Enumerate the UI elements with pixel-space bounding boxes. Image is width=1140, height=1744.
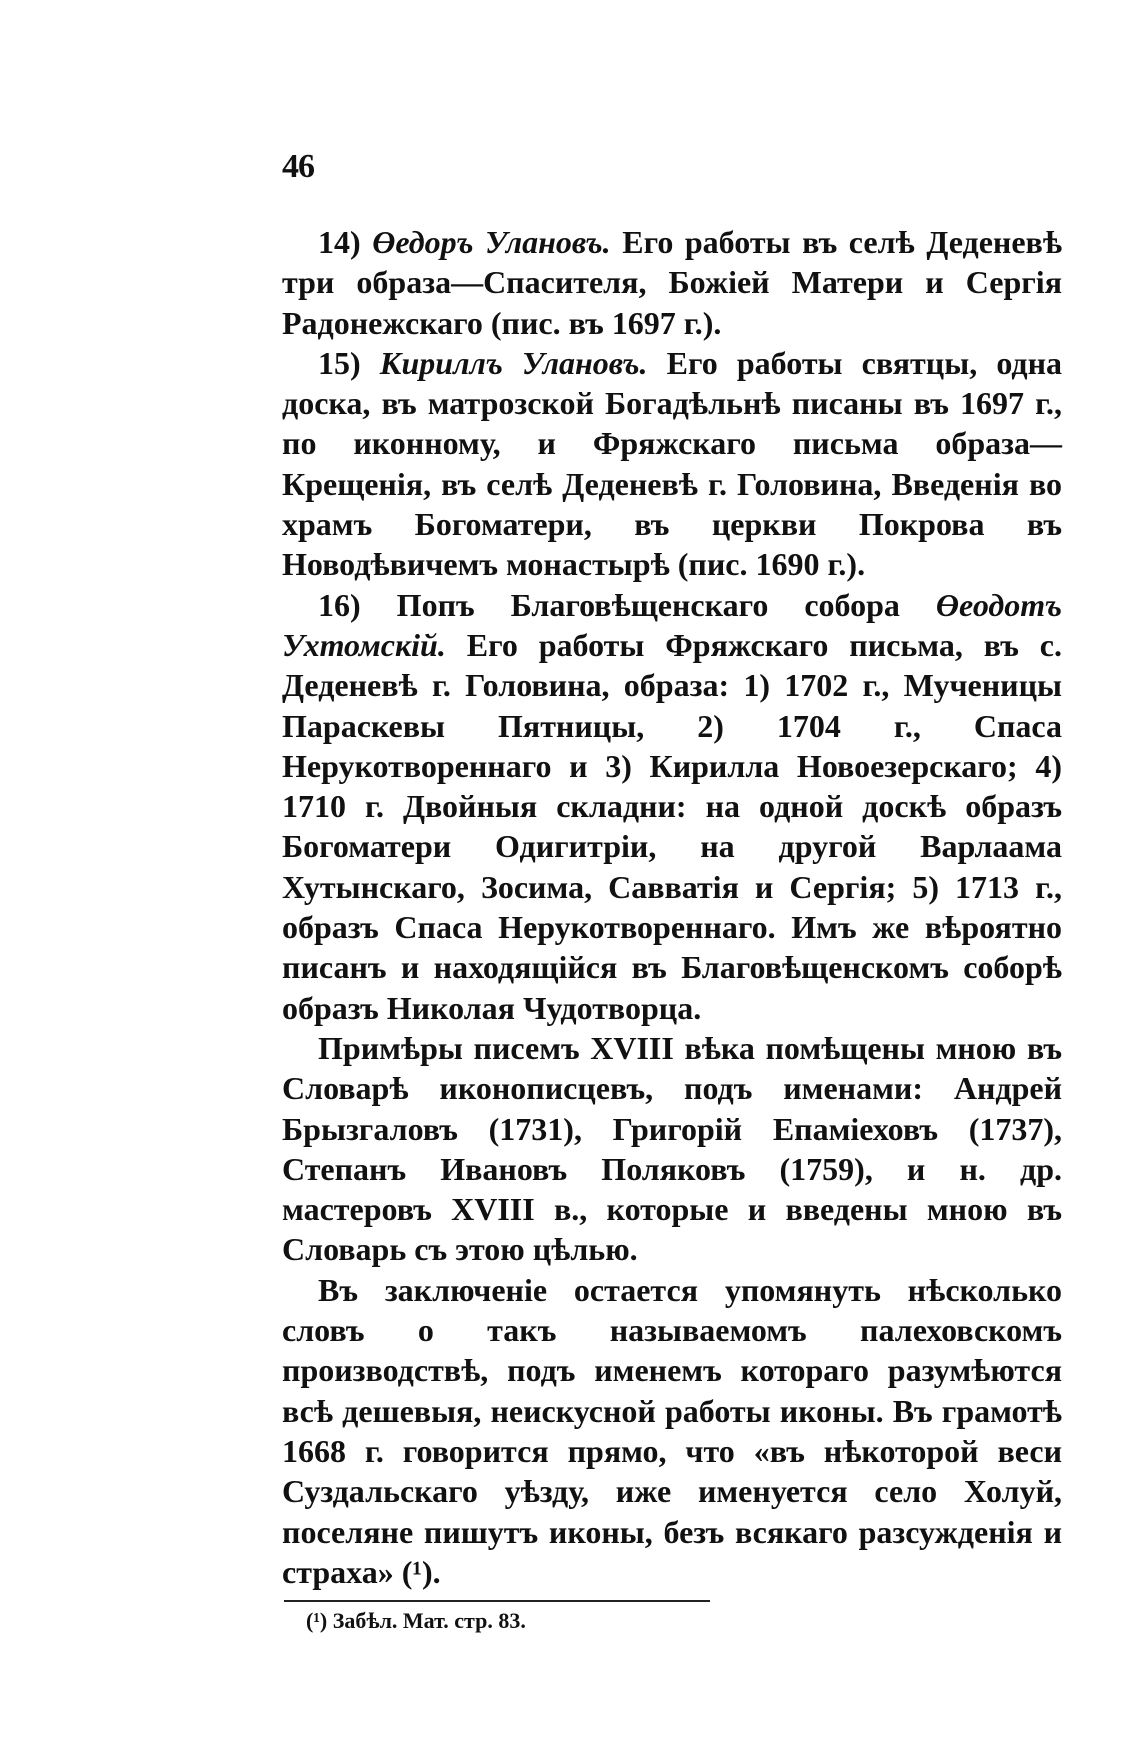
item-number: 14) bbox=[318, 224, 361, 260]
paragraph-text: Его работы святцы, одна доска, въ матрозской Богадѣльнѣ писаны въ 1697 г., по иконному, и Фряжскаго письма образа—Крещенія, въ селѣ Деденевѣ г. Головина, Введенія во храмъ Богоматери, въ церкви Покрова въ Новодѣвичемъ монастырѣ (пис. 1690 г.). bbox=[282, 344, 1063, 583]
paragraph-14 bbox=[282, 222, 1062, 343]
paragraph-conclusion bbox=[282, 1270, 1062, 1592]
footnote: (¹) Забѣл. Мат. стр. 83. bbox=[306, 1608, 526, 1633]
person-name: Өедоръ Улановъ. bbox=[372, 224, 611, 260]
paragraph-16 bbox=[282, 585, 1062, 1028]
main-text bbox=[282, 222, 1062, 1592]
paragraph-examples bbox=[282, 1028, 1062, 1270]
page-number: 46 bbox=[282, 148, 314, 185]
item-number: 16) bbox=[318, 586, 361, 623]
paragraph-text: Примѣры писемъ XVIII вѣка помѣщены мною въ Словарѣ иконописцевъ, подъ именами: Андрей Брызгаловъ (1731), Григорій Епаміеховъ (1737), Степанъ Ивановъ Поляковъ (1759), и н. др. мастеровъ XVIII в., которые и введены мною въ Словарь съ этою цѣлью. bbox=[282, 1029, 1062, 1268]
paragraph-text: Его работы Фряжскаго письма, въ с. Деденевѣ г. Головина, образа: 1) 1702 г., Мученицы Параскевы Пятницы, 2) 1704 г., Спаса Нерукотвореннаго и 3) Кирилла Новоезерскаго; 4) 1710 г. Двойныя складни: на одной доскѣ образъ Богоматери Одигитріи, на другой Варлаама Хутынскаго, Зосима, Савватія и Сергія; 5) 1713 г., образъ Спаса Нерукотвореннаго. Имъ же вѣроятно писанъ и находящійся въ Благовѣщенскомъ соборѣ образъ Николая Чудотворца. bbox=[282, 626, 1063, 1026]
person-name: Кириллъ Улановъ. bbox=[379, 344, 648, 381]
footnote-divider bbox=[284, 1600, 710, 1602]
item-number: 15) bbox=[318, 344, 361, 381]
paragraph-15 bbox=[282, 343, 1062, 585]
person-name: Өеодотъ Ухтомскій. bbox=[282, 586, 1063, 663]
paragraph-text: Его работы въ селѣ Деденевѣ три образа—Спасителя, Божіей Матери и Сергія Радонежскаго (пис. въ 1697 г.). bbox=[282, 224, 1063, 341]
paragraph-prefix: Попъ Благовѣщенскаго собора bbox=[396, 586, 900, 623]
paragraph-text: Въ заключеніе остается упомянуть нѣсколько словъ о такъ называемомъ палеховскомъ производствѣ, подъ именемъ котораго разумѣются всѣ дешевыя, неискусной работы иконы. Въ грамотѣ 1668 г. говорится прямо, что «въ нѣкоторой веси Суздальскаго уѣзду, иже именуется село Холуй, поселяне пишутъ иконы, безъ всякаго разсужденія и страха» (¹). bbox=[282, 1271, 1062, 1590]
